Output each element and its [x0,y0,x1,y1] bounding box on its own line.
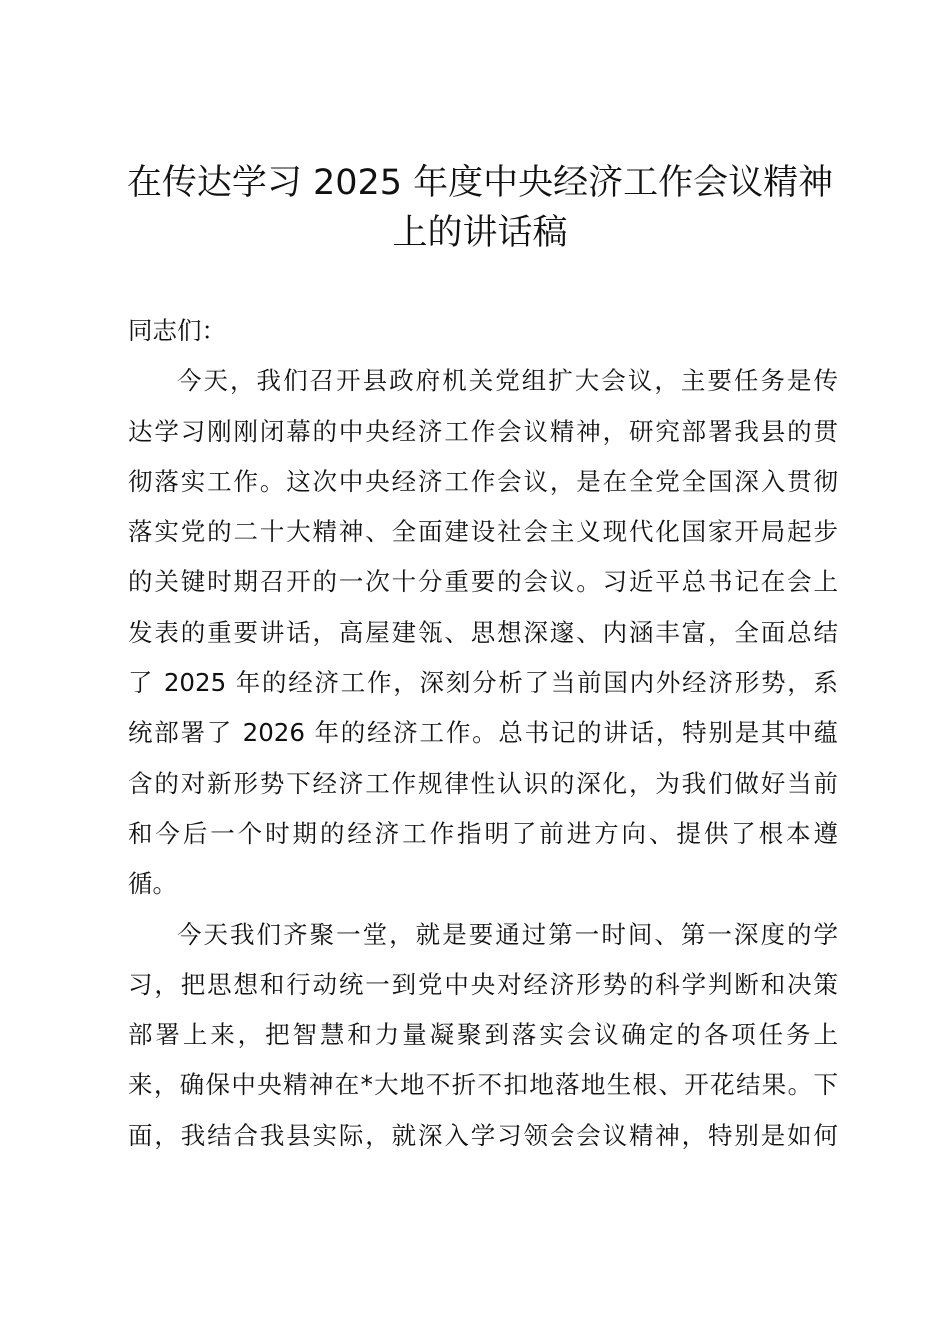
salutation: 同志们： [128,316,226,345]
text-line: 落实党的二十大精神、全面建设社会主义现代化国家开局起步 [128,517,838,547]
paragraph-2 [128,910,838,1161]
text-line: 习，把思想和行动统一到党中央对经济形势的科学判断和决策 [128,969,838,999]
text-line: 达学习刚刚闭幕的中央经济工作会议精神，研究部署我县的贯 [128,416,838,446]
text-line: 彻落实工作。这次中央经济工作会议，是在全党全国深入贯彻 [128,466,838,496]
text-line: 发表的重要讲话，高屋建瓴、思想深邃、内涵丰富，全面总结 [128,617,838,647]
text-line: 含的对新形势下经济工作规律性认识的深化，为我们做好当前 [128,768,838,798]
text-line: 面，我结合我县实际，就深入学习领会会议精神，特别是如何 [128,1120,838,1150]
text-line: 统部署了 2026 年的经济工作。总书记的讲话，特别是其中蕴 [128,718,838,748]
text-line: 了 2025 年的经济工作，深刻分析了当前国内外经济形势，系 [128,668,838,698]
text-line: 今天我们齐聚一堂，就是要通过第一时间、第一深度的学 [177,919,838,949]
title-line: 在传达学习 2025 年度中央经济工作会议精神 [126,163,834,203]
document-body [128,306,838,1161]
text-line: 部署上来，把智慧和力量凝聚到落实会议确定的各项任务上 [128,1020,838,1050]
text-line: 和今后一个时期的经济工作指明了前进方向、提供了根本遵 [128,818,838,848]
text-line: 今天，我们召开县政府机关党组扩大会议，主要任务是传 [177,366,838,396]
text-line: 来，确保中央精神在*大地不折不扣地落地生根、开花结果。下 [128,1070,838,1100]
text-line: 循。 [128,869,177,899]
text-line: 的关键时期召开的一次十分重要的会议。习近平总书记在会上 [128,567,838,597]
title-line: 上的讲话稿 [392,213,568,253]
document-title [100,158,860,258]
paragraph-1 [128,356,838,909]
